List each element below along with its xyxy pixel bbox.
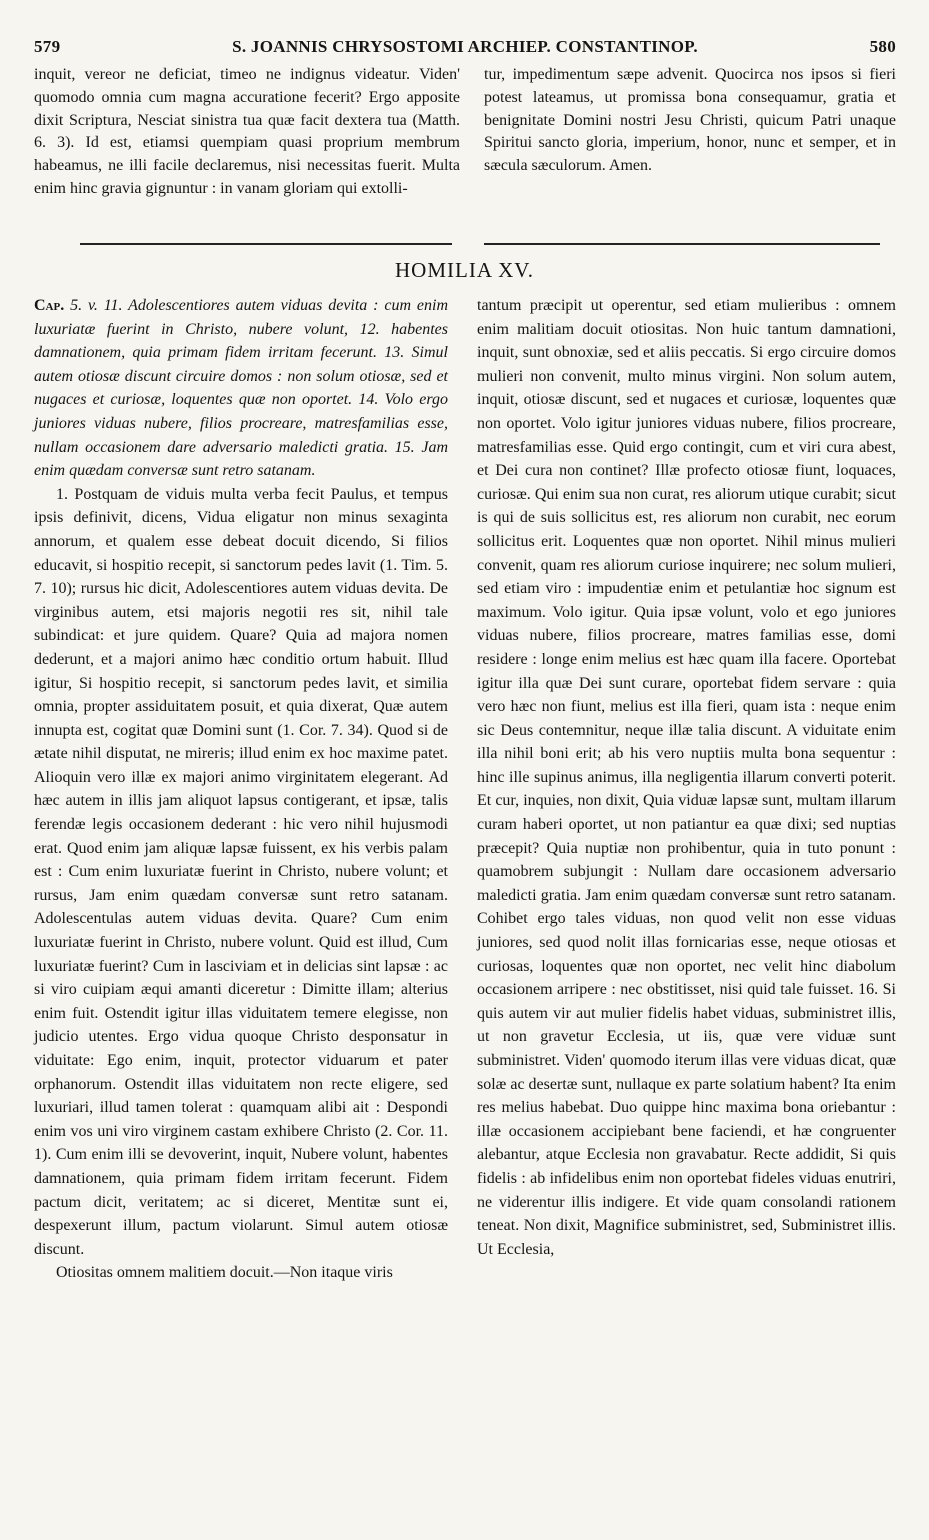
section-divider-right — [484, 243, 880, 245]
scripture-lemma — [34, 294, 448, 483]
top-right-column — [484, 64, 896, 178]
body-left-heading-line: Otiositas omnem malitiem docuit.—Non itaque viris — [56, 1264, 393, 1282]
top-left-column — [34, 64, 460, 201]
section-divider-left — [80, 243, 452, 245]
chapter-marker: Cap. — [34, 297, 65, 314]
homily-title: HOMILIA XV. — [395, 258, 534, 282]
page-number-right: 580 — [869, 37, 896, 56]
lemma-text: 5. v. 11. Adolescentiores autem viduas devita : cum enim luxuriatæ fuerint in Christo, nubere volunt, 12. habentes damnationem, quia primam fidem irritam fecerunt. 13. Simul autem otiosæ discunt circuire domos : non solum otiosæ, sed et nugaces et curiosæ, loquentes quæ non oportet. 14. Volo ergo juniores viduas nubere, filios procreare, matresfamilias esse, nullam occasionem dare adversario maledicti gratia. 15. Jam enim quædam conversæ sunt retro satanam. — [34, 297, 448, 480]
body-left-column — [34, 294, 448, 1285]
running-title: S. JOANNIS CHRYSOSTOMI ARCHIEP. CONSTANTINOP. — [232, 37, 698, 56]
body-right-column — [477, 294, 896, 1261]
running-header — [34, 34, 896, 60]
body-right-paragraph: tantum præcipit ut operentur, sed etiam mulieribus : omnem enim malitiam docuit otiositas. Non huic tantum damnationi, inquit, sunt obnoxiæ, sed et aliis peccatis. Si ergo circuire domos mulieri non convenit, multo minus virgini. Non solum autem, inquit, otiosæ discunt, sed et nugaces et curiosæ, loquentes quæ non oportet. Volo igitur juniores viduas nubere, filios procreare, matresfamilias esse. Quid ergo contingit, cum et viri cura abest, et Dei cura non continet? Illæ profecto otiosæ fiunt, loquaces, curiosæ. Qui enim sua non curat, res aliorum utique curabit; sicut is qui de suis sollicitus est, res aliorum non curabit, nec eorum sollicitus erit. Loquentes quæ non oportet. Nihil minus mulieri convenit, quam res aliorum curiose inquirere; nec solum mulieri, sed etiam viro : impudentiæ enim et petulantiæ hoc signum est maximum. Volo igitur. Quia ipsæ volunt, volo et ego juniores viduas nubere, filios procreare, matres familias esse, domi residere : longe enim melius est hæc quam illa facere. Oportebat igitur illa quæ Dei sunt curare, oportebat fidem servare : quia vero hæc non fiunt, melius est illa fieri, quam ista : neque enim sic Deus contemnitur, neque illæ talia discunt. A viduitate enim illa nihil boni erit; ab his vero nuptiis multa bona sequentur : hinc ille supinus animus, illa negligentia illarum converti poterit. Et cur, inquies, non dixit, Quia viduæ lapsæ sunt, multam illarum curam haberi oportet, ut non patiantur ea quæ dixi; sed nuptias præcepit? Quia nuptiæ non prohibentur, quia in tuto ponunt : quamobrem subjungit : Nullam dare occasionem adversario maledicti gratia. Jam enim quædam conversæ sunt retro satanam. Cohibet ergo tales viduas, non quod velit non esse viduas juniores, sed quod nolit illas fornicarias esse, neque otiosas et curiosas, loquentes quæ non oportet, nec velit hinc diabolum occasionem arripere : nec obstitisset, nisi quid tale fuisset. 16. Si quis autem vir aut mulier fidelis habet viduas, subministret illis, ut non gravetur Ecclesia, ut iis, quæ vere viduæ sunt subministret. Viden' quomodo iterum illas vere viduas dicat, quæ solæ ac desertæ sunt, nullaque ex parte solatium habent? Ita enim res melius habebat. Duo quippe hinc maxima bona oriebantur : illæ occasionem accipiebant bene faciendi, et hæ congruenter alebantur, atque Ecclesia non gravabatur. Recte addidit, Si quis fidelis : ab infidelibus enim non oportebat fideles viduas enutriri, ne viderentur illis indigere. Et vide quam consolandi rationem teneat. Non dixit, Magnifice subministret, sed, Subministret illis. Ut Ecclesia, — [477, 297, 896, 1258]
top-left-text: inquit, vereor ne deficiat, timeo ne indignus videatur. Viden' quomodo omnia cum magna accuratione fecerit? Ergo apposite dixit Scriptura, Nesciat sinistra tua quæ facit dextera tua (Matth. 6. 3). Id est, etiamsi quempiam quasi proprium membrum habeamus, ne illi facile declaremus, nisi necessitas fuerit. Multa enim hinc gravia gignuntur : in vanam gloriam qui extolli- — [34, 66, 460, 197]
page-number-left: 579 — [34, 37, 61, 56]
top-right-text: tur, impedimentum sæpe advenit. Quocirca nos ipsos si fieri potest lateamus, ut promissa bona consequamur, gratia et benignitate Domini nostri Jesu Christi, quicum Patri unaque Spiritui sancto gloria, imperium, honor, nunc et semper, et in sæcula sæculorum. Amen. — [484, 66, 896, 175]
body-left-paragraph: 1. Postquam de viduis multa verba fecit Paulus, et tempus ipsis definivit, dicens, Vidua eligatur non minus sexaginta annorum, et qualem esse debeat docuit dicendo, Si filios educavit, si hospitio recepit, si sanctorum pedes lavit (1. Tim. 5. 7. 10); rursus hic dicit, Adolescentiores autem viduas devita. De virginibus autem, etsi majoris negotii res sit, nihil tale subindicat: et jure quidem. Quare? Quia ad majora nomen dederunt, et a majori animo hæc conditio ortum habuit. Illud igitur, Si hospitio recepit, si sanctorum pedes lavit, et similia omnia, propter assiduitatem posuit, et quia dixerat, Quæ autem innupta est, cogitat quæ Domini sunt (1. Cor. 7. 34). Quod si de ætate nihil disputat, ne mireris; illud enim ex hoc maxime patet. Alioquin vero illæ ex majori animo virginitatem elegerant. Ad hæc autem in illis jam aliquot lapsus contigerant, et ipsæ, talis ferendæ legis occasionem dederant : hic vero nihil hujusmodi erat. Quod enim jam aliquæ lapsæ fuissent, ex his verbis palam est : Cum enim luxuriatæ fuerint in Christo, nubere volunt; et rursus, Jam enim quædam conversæ sunt retro satanam. Adolescentulas autem viduas devita. Quare? Cum enim luxuriatæ fuerint in Christo, nubere volunt. Quid est illud, Cum luxuriatæ fuerint? Cum in lasciviam et in delicias sint lapsæ : ac si viro cuipiam æqui amanti diceretur : Dimitte illam; alterius enim fuit. Ostendit igitur illas viduitatem temere elegisse, non judicio utentes. Ergo vidua quoque Christo desponsatur in viduitate: Ego enim, inquit, protector viduarum et pater orphanorum. Ostendit illas viduitatem non recte eligere, sed luxuriari, illud tamen tolerat : quamquam alibi ait : Despondi enim vos uni viro virginem castam exhibere Christo (2. Cor. 11. 1). Cum enim illi se devoverint, inquit, Nubere volunt, habentes damnationem, quia primam fidem irritam fecerunt. Fidem pactum dicit, veritatem; ac si diceret, Mentitæ sunt ei, despexerunt illum, pactum violarunt. Simul autem otiosæ discunt. — [34, 485, 448, 1258]
